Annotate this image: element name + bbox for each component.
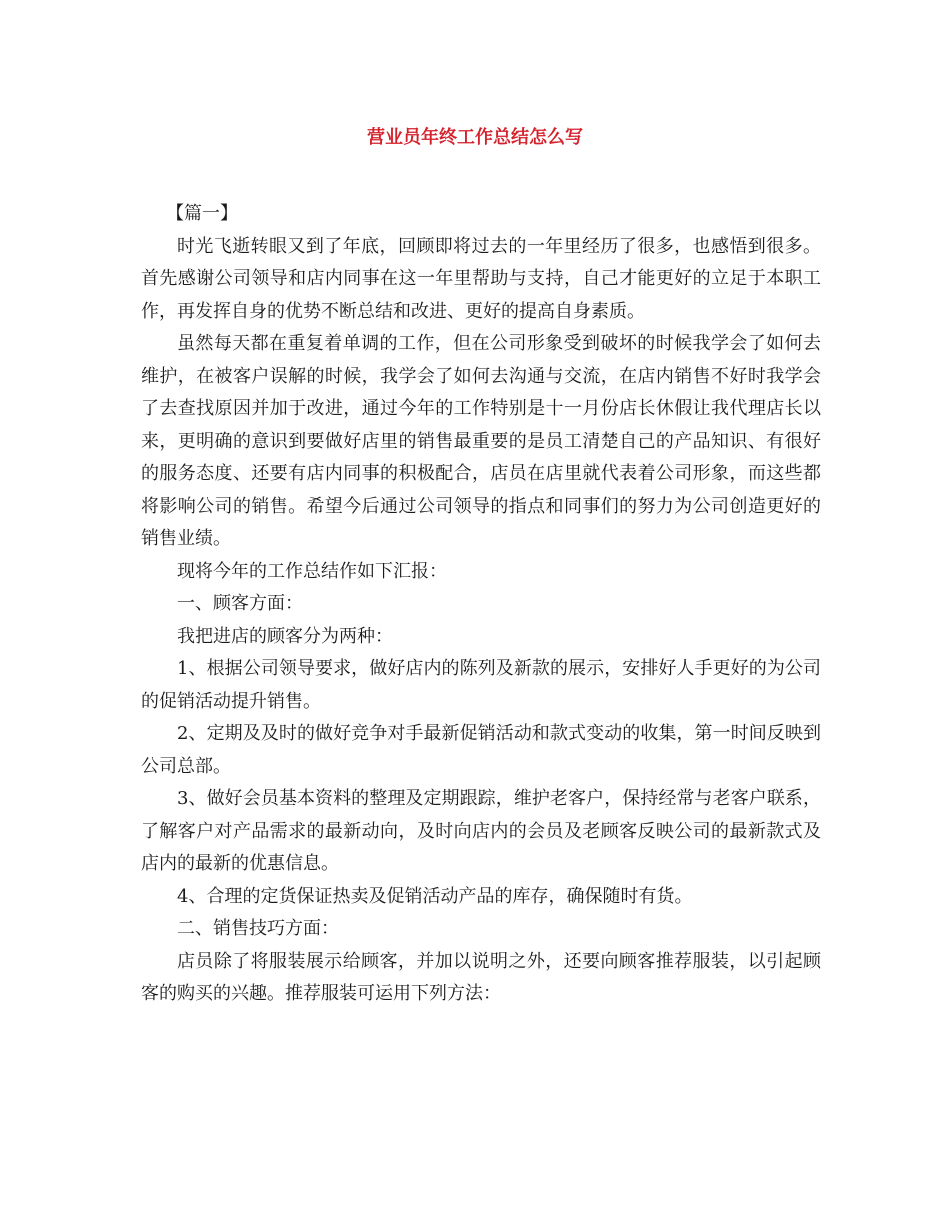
paragraph-report-intro: 现将今年的工作总结作如下汇报： — [177, 560, 447, 582]
paragraph-reflection: 虽然每天都在重复着单调的工作，但在公司形象受到破坏的时候我学会了如何去维护，在被客户误解的时候，我学会了如何去沟通与交流，在店内销售不好时我学会了去查找原因并加于改进，通过今年的工作特别是十一月份店长休假让我代理店长以来，更明确的意识到要做好店里的销售最重要的是员工清楚自己的产品知识、有很好的服务态度、还要有店内同事的积极配合，店员在店里就代表着公司形象，而这些都将影响公司的销售。希望今后通过公司领导的指点和同事们的努力为公司创造更好的销售业绩。 — [141, 333, 821, 549]
paragraph-intro: 时光飞逝转眼又到了年底，回顾即将过去的一年里经历了很多，也感悟到很多。首先感谢公司领导和店内同事在这一年里帮助与支持，自己才能更好的立足于本职工作，再发挥自身的优势不断总结和改进、更好的提高自身素质。 — [141, 235, 821, 322]
paragraph-item-2: 2、定期及及时的做好竞争对手最新促销活动和款式变动的收集，第一时间反映到公司总部。 — [141, 723, 821, 777]
paragraph-item-4: 4、合理的定货保证热卖及促销活动产品的库存，确保随时有货。 — [177, 885, 693, 907]
paragraph-item-1: 1、根据公司领导要求，做好店内的陈列及新款的展示，安排好人手更好的为公司的促销活动提升销售。 — [141, 658, 821, 712]
paragraph-customer-heading: 一、顾客方面： — [177, 593, 303, 614]
section-label: 【篇一】 — [166, 203, 238, 224]
paragraph-customer-types: 我把进店的顾客分为两种： — [177, 625, 393, 647]
paragraph-sales-heading: 二、销售技巧方面： — [177, 918, 339, 939]
document-body — [141, 198, 821, 1011]
paragraph-sales-methods: 店员除了将服装展示给顾客，并加以说明之外，还要向顾客推荐服装，以引起顾客的购买的兴趣。推荐服装可运用下列方法： — [141, 950, 821, 1004]
paragraph-item-3: 3、做好会员基本资料的整理及定期跟踪，维护老客户，保持经常与老客户联系，了解客户对产品需求的最新动向，及时向店内的会员及老顾客反映公司的最新款式及店内的最新的优惠信息。 — [141, 788, 821, 874]
document-title: 营业员年终工作总结怎么写 — [367, 127, 583, 148]
